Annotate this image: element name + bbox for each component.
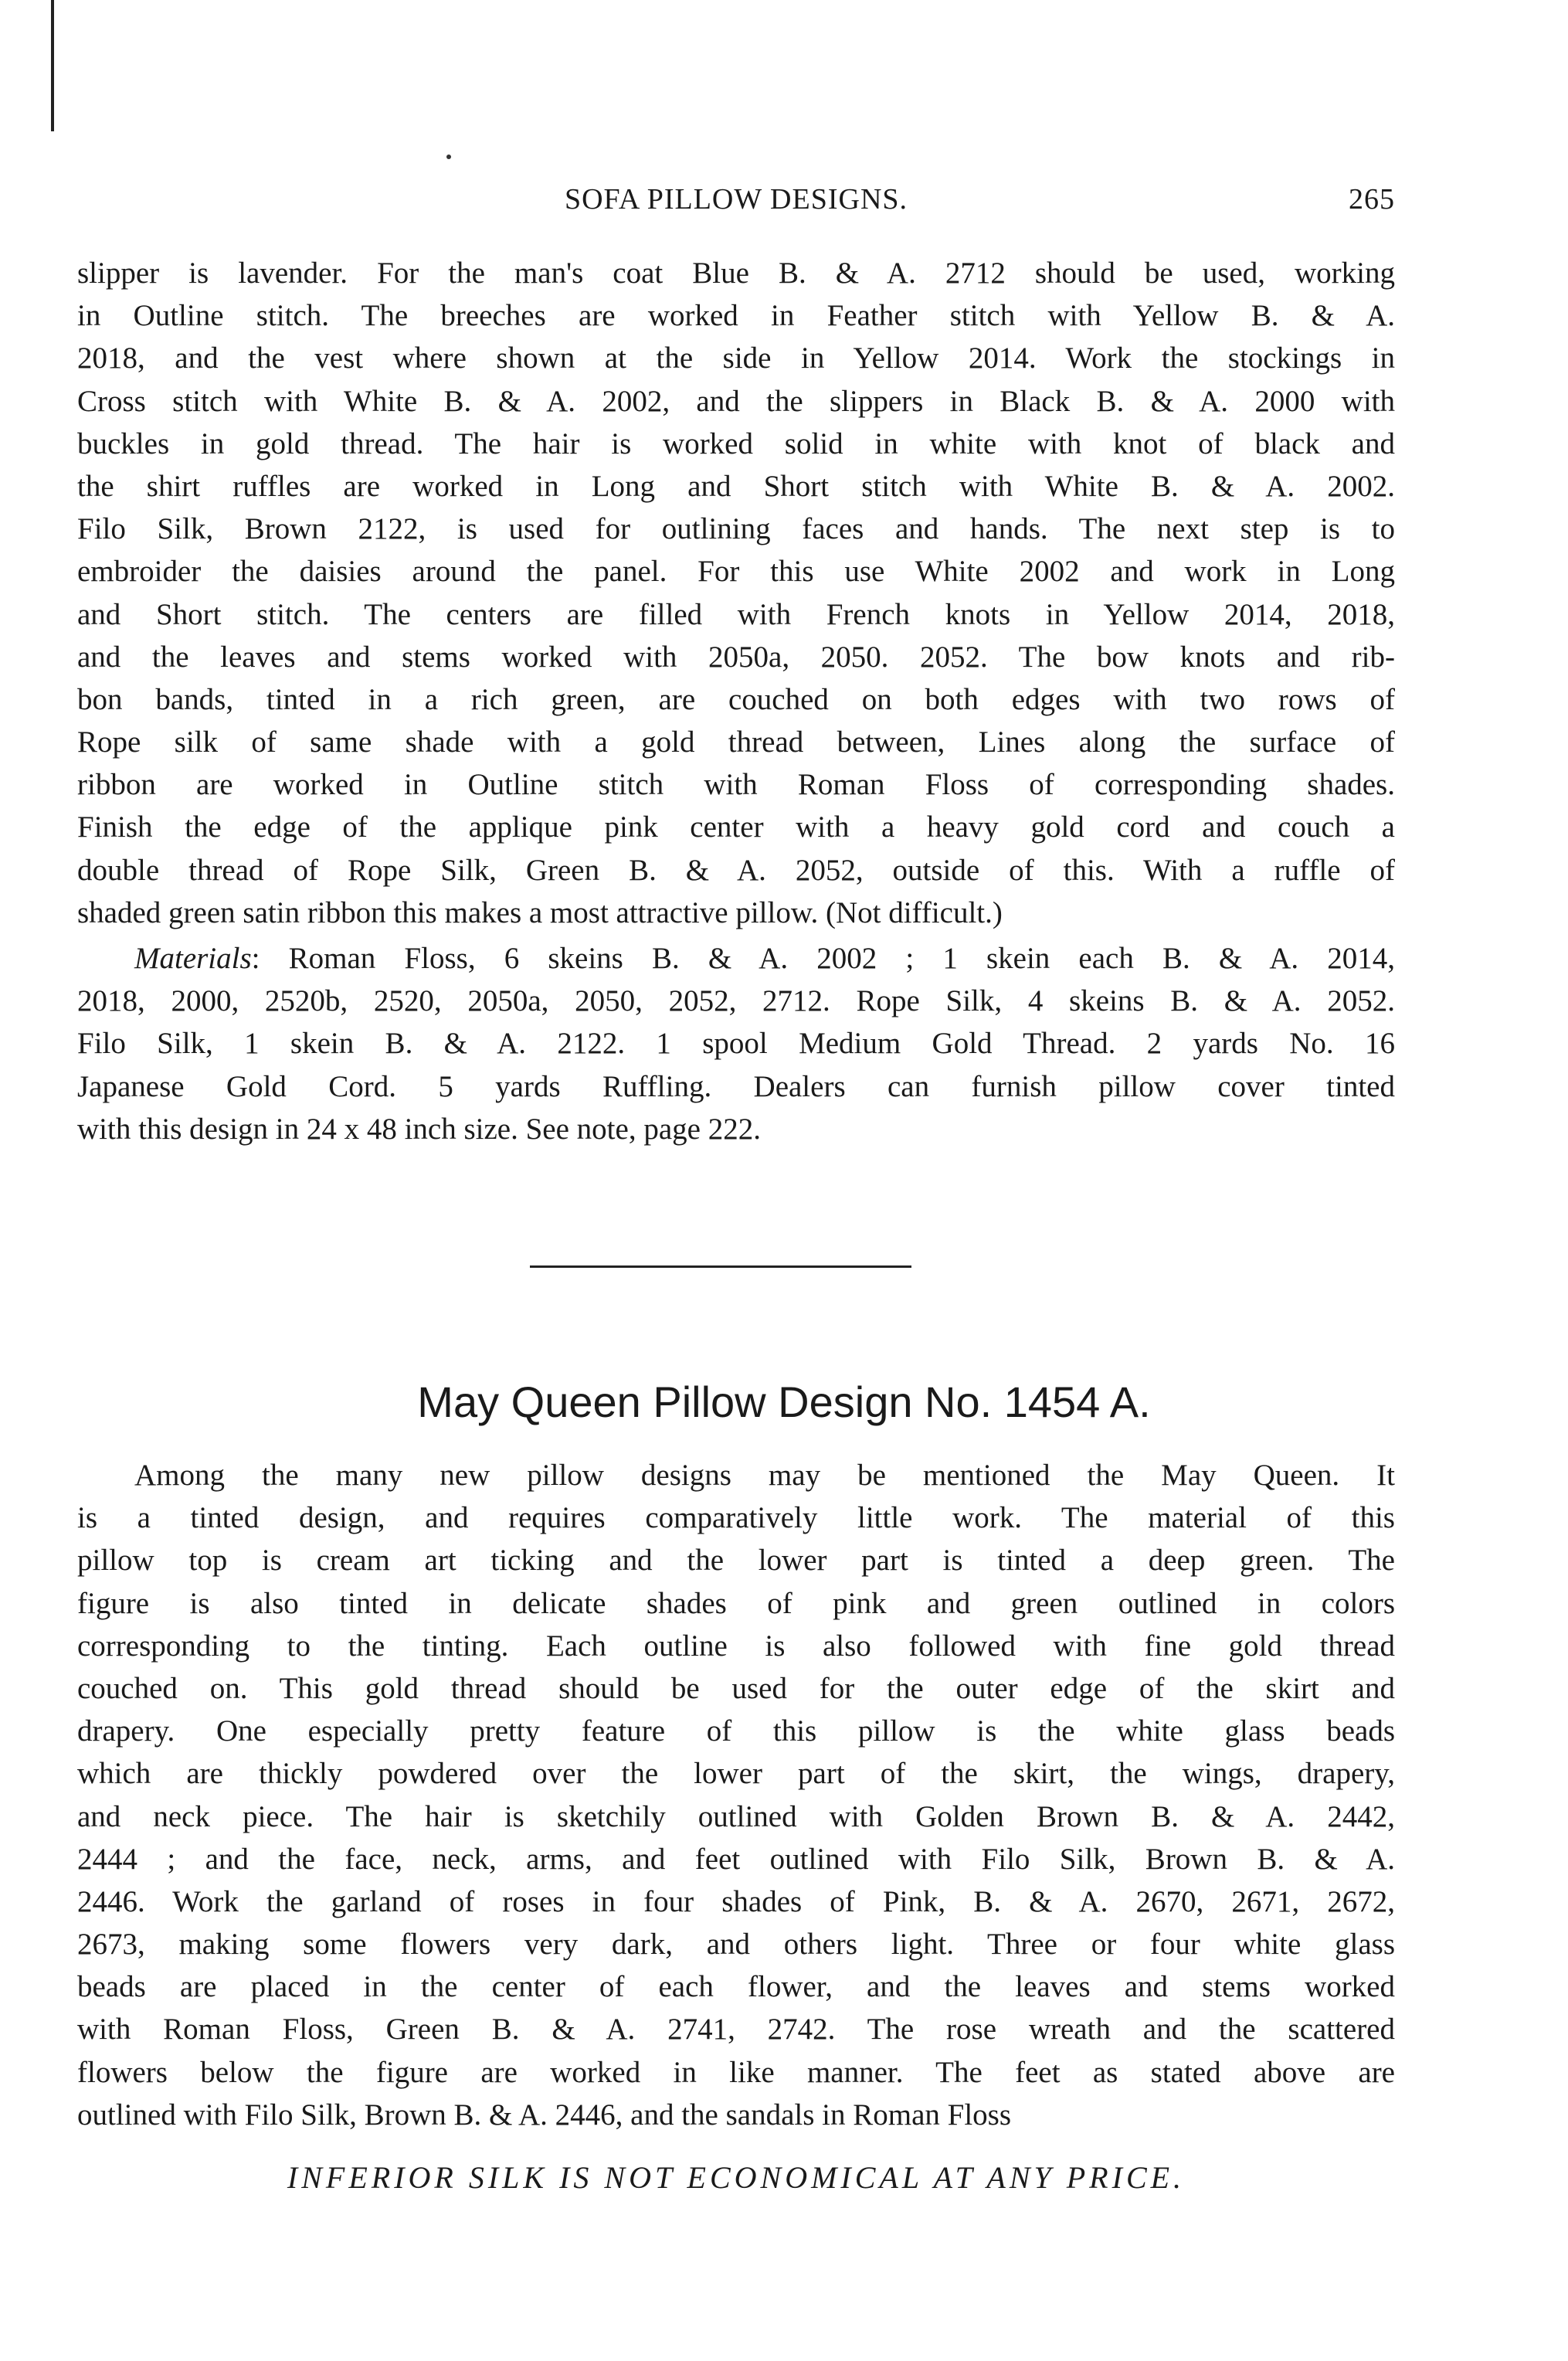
materials-label: Materials	[134, 942, 252, 975]
text-line: and neck piece. The hair is sketchily outlined with Golden Brown B. & A. 2442,	[77, 1799, 1395, 1833]
text-line: and Short stitch. The centers are filled with French knots in Yellow 2014, 2018,	[77, 597, 1395, 631]
text-line: in Outline stitch. The breeches are worked in Feather stitch with Yellow B. & A.	[77, 299, 1395, 333]
text-line: Finish the edge of the applique pink center with a heavy gold cord and couch a	[77, 810, 1395, 844]
text-line: with Roman Floss, Green B. & A. 2741, 2742. The rose wreath and the scattered	[77, 2013, 1395, 2047]
text-line: which are thickly powdered over the lower part of the skirt, the wings, drapery,	[77, 1757, 1395, 1791]
text-line: 2446. Work the garland of roses in four shades of Pink, B. & A. 2670, 2671, 2672,	[77, 1884, 1395, 1918]
text-line: flowers below the figure are worked in like manner. The feet as stated above are	[77, 2055, 1395, 2089]
section-paragraph	[77, 1454, 1395, 2136]
text-line: outlined with Filo Silk, Brown B. & A. 2446, and the sandals in Roman Floss	[77, 2098, 1012, 2132]
text-line: 2673, making some flowers very dark, and others light. Three or four white glass	[77, 1928, 1395, 1962]
text-line: Rope silk of same shade with a gold thread between, Lines along the surface of	[77, 725, 1395, 759]
text-line: corresponding to the tinting. Each outline is also followed with fine gold thread	[77, 1629, 1395, 1663]
text-line: slipper is lavender. For the man's coat Blue B. & A. 2712 should be used, working	[77, 256, 1395, 290]
section-title: May Queen Pillow Design No. 1454 A.	[417, 1378, 1151, 1426]
text-line: drapery. One especially pretty feature of this pillow is the white glass beads	[77, 1714, 1395, 1748]
text-line: 2018, and the vest where shown at the side in Yellow 2014. Work the stockings in	[77, 341, 1395, 375]
materials-first-line-text: : Roman Floss, 6 skeins B. & A. 2002 ; 1 skein each B. & A. 2014,	[251, 942, 1395, 975]
page-footer: INFERIOR SILK IS NOT ECONOMICAL AT ANY PRICE.	[287, 2160, 1186, 2195]
text-line: 2444 ; and the face, neck, arms, and feet outlined with Filo Silk, Brown B. & A.	[77, 1842, 1395, 1876]
text-line: the shirt ruffles are worked in Long and Short stitch with White B. & A. 2002.	[77, 469, 1395, 503]
text-line: ribbon are worked in Outline stitch with Roman Floss of corresponding shades.	[77, 768, 1395, 802]
text-line: Among the many new pillow designs may be mentioned the May Queen. It	[134, 1459, 1395, 1492]
materials-paragraph	[77, 937, 1395, 1150]
text-line: embroider the daisies around the panel. For this use White 2002 and work in Long	[77, 555, 1395, 589]
text-line: shaded green satin ribbon this makes a most attractive pillow. (Not difficult.)	[77, 895, 1003, 929]
text-line: Filo Silk, 1 skein B. & A. 2122. 1 spool Medium Gold Thread. 2 yards No. 16	[77, 1027, 1395, 1061]
running-head-title: SOFA PILLOW DESIGNS.	[564, 183, 908, 216]
text-line: couched on. This gold thread should be used for the outer edge of the skirt and	[77, 1671, 1395, 1705]
page-number: 265	[1349, 183, 1395, 216]
text-line: Filo Silk, Brown 2122, is used for outlining faces and hands. The next step is to	[77, 512, 1395, 546]
text-line: beads are placed in the center of each flower, and the leaves and stems worked	[77, 1970, 1395, 2004]
text-line: with this design in 24 x 48 inch size. See note, page 222.	[77, 1112, 761, 1146]
text-line: bon bands, tinted in a rich green, are couched on both edges with two rows of	[77, 682, 1395, 716]
text-line: figure is also tinted in delicate shades of pink and green outlined in colors	[77, 1586, 1395, 1620]
text-line: buckles in gold thread. The hair is worked solid in white with knot of black and	[77, 426, 1395, 460]
text-line: and the leaves and stems worked with 2050a, 2050. 2052. The bow knots and rib-	[77, 640, 1395, 674]
text-line: is a tinted design, and requires comparatively little work. The material of this	[77, 1501, 1395, 1535]
text-line: Japanese Gold Cord. 5 yards Ruffling. Dealers can furnish pillow cover tinted	[77, 1069, 1395, 1103]
running-head	[77, 182, 1395, 229]
continued-paragraph	[77, 252, 1395, 934]
scan-margin-line	[51, 0, 54, 131]
text-line: pillow top is cream art ticking and the lower part is tinted a deep green. The	[77, 1544, 1395, 1578]
text-line: double thread of Rope Silk, Green B. & A. 2052, outside of this. With a ruffle of	[77, 853, 1395, 887]
text-line: Cross stitch with White B. & A. 2002, and the slippers in Black B. & A. 2000 with	[77, 384, 1395, 418]
text-line: 2018, 2000, 2520b, 2520, 2050a, 2050, 2052, 2712. Rope Silk, 4 skeins B. & A. 2052.	[77, 984, 1395, 1018]
section-divider	[530, 1265, 911, 1268]
materials-first-line	[77, 937, 1395, 980]
scan-speck	[446, 155, 451, 159]
